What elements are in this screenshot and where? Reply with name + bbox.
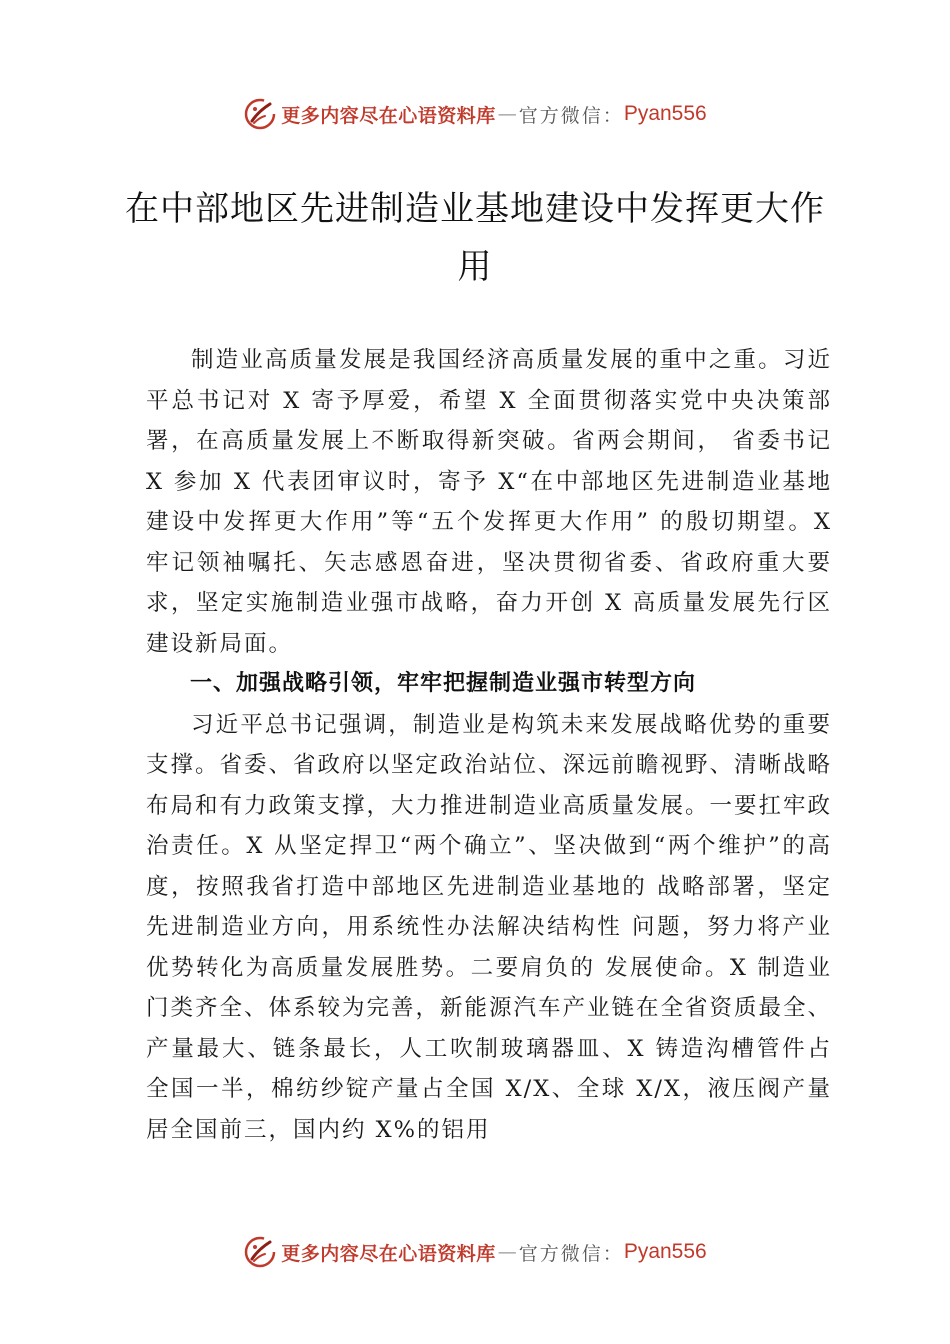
watermark-header (0, 94, 950, 134)
document-title: 在中部地区先进制造业基地建设中发挥更大作用 (125, 189, 825, 287)
watermark-official-label: 官方微信： (518, 1242, 624, 1265)
section-heading-1: 一、加强战略引领，牢牢把握制造业强市转型方向 (190, 671, 697, 696)
watermark-wechat-id: Pyan556 (623, 1240, 707, 1263)
document-body (146, 340, 832, 1150)
watermark-separator: — (497, 103, 517, 125)
paragraph-section-1: 习近平总书记强调，制造业是构筑未来发展战略优势的重要支撑。省委、省政府以坚定政治站位、深远前瞻视野、清晰战略布局和有力政策支撑，大力推进制造业高质量发展。一要扛牢政治责任。X 从坚定捍卫“两个确立”、坚决做到“两个维护”的高度，按照我省打造中部地区先进制造业基地的 战略部署，坚定先进制造业方向，用系统性办法解决结构性 问题，努力将产业优势转化为高质量发展胜势。二要肩负的 发展使命。X 制造业门类齐全、体系较为完善，新能源汽车产业链在全省资质最全、产量最大、链条最长，人工吹制玻璃器皿、X 铸造沟槽管件占全国一半，棉纺纱锭产量占全国 X/X、全球 X/X，液压阀产量居全国前三，国内约 X%的铝用 (146, 711, 833, 1143)
ink-brush-logo-icon (243, 97, 277, 131)
watermark-official-label: 官方微信： (518, 104, 624, 127)
watermark-main-text: 更多内容尽在心语资料库 (281, 104, 496, 127)
watermark-main-text: 更多内容尽在心语资料库 (281, 1242, 496, 1265)
watermark-footer (0, 1232, 950, 1272)
ink-brush-logo-icon (243, 1235, 277, 1269)
paragraph-intro: 制造业高质量发展是我国经济高质量发展的重中之重。习近平总书记对 X 寄予厚爱，希望 X 全面贯彻落实党中央决策部署，在高质量发展上不断取得新突破。省两会期间， 省委书记 X 参加 X 代表团审议时，寄予 X“在中部地区先进制造业基地建设中发挥更大作用”等“五个发挥更大作用” 的殷切期望。X 牢记领袖嘱托、矢志感恩奋进，坚决贯彻省委、省政府重大要求，坚定实施制造业强市战略，奋力开创 X 高质量发展先行区建设新局面。 (146, 347, 832, 657)
watermark-separator: — (497, 1241, 517, 1263)
watermark-wechat-id: Pyan556 (623, 102, 707, 125)
